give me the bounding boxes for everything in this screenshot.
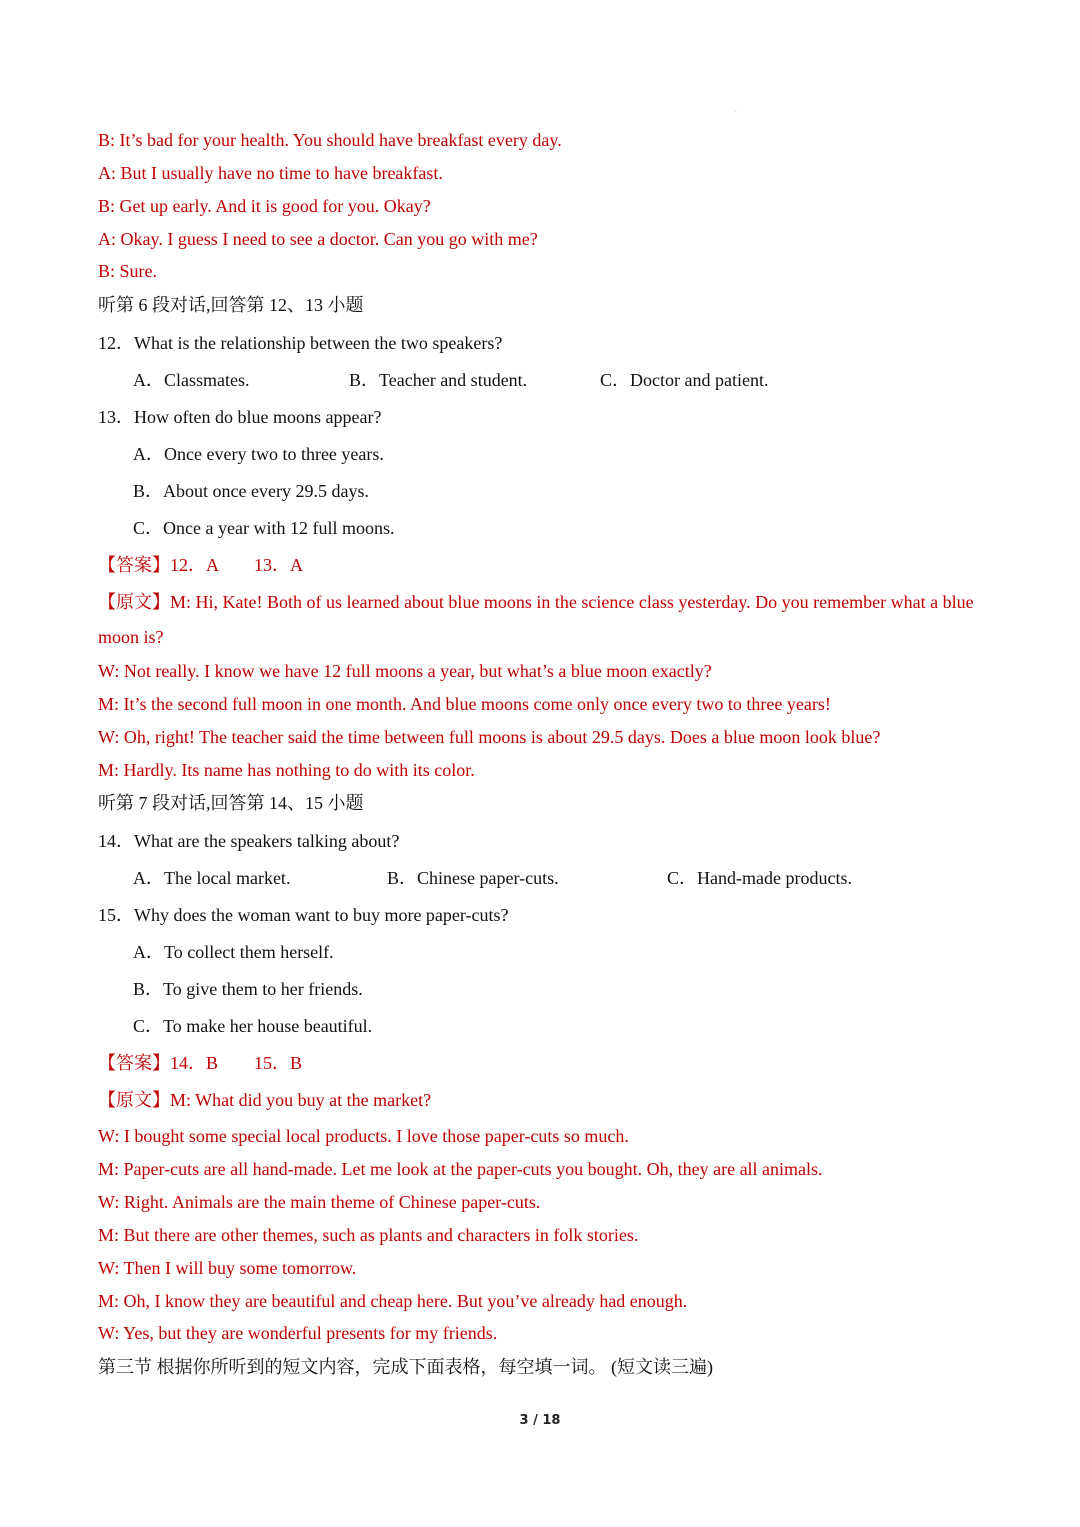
option-c: C．To make her house beautiful. <box>133 1016 373 1036</box>
question-stem: 13．How often do blue moons appear? <box>98 407 382 427</box>
option-a: A．Classmates. <box>133 370 250 390</box>
option-a: A．The local market. <box>133 868 291 888</box>
page-number: 3 / 18 <box>519 1413 561 1428</box>
option-b: B．Chinese paper-cuts. <box>387 868 559 888</box>
transcript-line: M: Oh, I know they are beautiful and cheap here. But you’ve already had enough. <box>98 1291 688 1311</box>
transcript-line: W: Oh, right! The teacher said the time between full moons is about 29.5 days. Does a blue moon look blue? <box>98 727 881 747</box>
transcript-line: M: Paper-cuts are all hand-made. Let me look at the paper-cuts you bought. Oh, they are all animals. <box>98 1159 823 1179</box>
answer-key: 【答案】12．A 13．A <box>98 555 304 575</box>
part-instruction: 第三节 根据你所听到的短文内容，完成下面表格，每空填一词。 (短文读三遍) <box>98 1357 713 1377</box>
transcript-line: 【原文】M: What did you buy at the market? <box>98 1090 432 1110</box>
transcript-line: M: But there are other themes, such as plants and characters in folk stories. <box>98 1225 639 1245</box>
option-a: A．To collect them herself. <box>133 942 334 962</box>
dialogue-line: B: Get up early. And it is good for you. Okay? <box>98 196 431 216</box>
scan-dot: . <box>735 108 737 114</box>
question-stem: 14．What are the speakers talking about? <box>98 831 400 851</box>
section-instruction: 听第 6 段对话,回答第 12、13 小题 <box>98 295 364 315</box>
option-b: B．About once every 29.5 days. <box>133 481 369 501</box>
dialogue-line: B: It’s bad for your health. You should have breakfast every day. <box>98 130 562 150</box>
transcript-line: W: Not really. I know we have 12 full moons a year, but what’s a blue moon exactly? <box>98 661 712 681</box>
section-instruction: 听第 7 段对话,回答第 14、15 小题 <box>98 793 364 813</box>
transcript-line: W: I bought some special local products. I love those paper-cuts so much. <box>98 1126 629 1146</box>
question-stem: 15．Why does the woman want to buy more paper-cuts? <box>98 905 509 925</box>
transcript-line: W: Right. Animals are the main theme of Chinese paper-cuts. <box>98 1192 541 1212</box>
option-c: C．Once a year with 12 full moons. <box>133 518 395 538</box>
option-c: C．Hand-made products. <box>667 868 852 888</box>
transcript-line: W: Then I will buy some tomorrow. <box>98 1258 357 1278</box>
dialogue-line: A: Okay. I guess I need to see a doctor. Can you go with me? <box>98 229 538 249</box>
answer-key: 【答案】14．B 15．B <box>98 1053 303 1073</box>
transcript-paragraph: 【原文】M: Hi, Kate! Both of us learned about blue moons in the science class yesterday. Do you remember what a blue moon is? <box>98 592 974 647</box>
dialogue-line: A: But I usually have no time to have breakfast. <box>98 163 443 183</box>
transcript-line: W: Yes, but they are wonderful presents for my friends. <box>98 1323 498 1343</box>
transcript-line: M: Hardly. Its name has nothing to do with its color. <box>98 760 475 780</box>
option-b: B．To give them to her friends. <box>133 979 363 999</box>
option-b: B．Teacher and student. <box>349 370 528 390</box>
question-stem: 12．What is the relationship between the two speakers? <box>98 333 503 353</box>
option-a: A．Once every two to three years. <box>133 444 384 464</box>
option-c: C．Doctor and patient. <box>600 370 769 390</box>
transcript-line: M: It’s the second full moon in one month. And blue moons come only once every two to three years! <box>98 694 831 714</box>
dialogue-line: B: Sure. <box>98 261 158 281</box>
